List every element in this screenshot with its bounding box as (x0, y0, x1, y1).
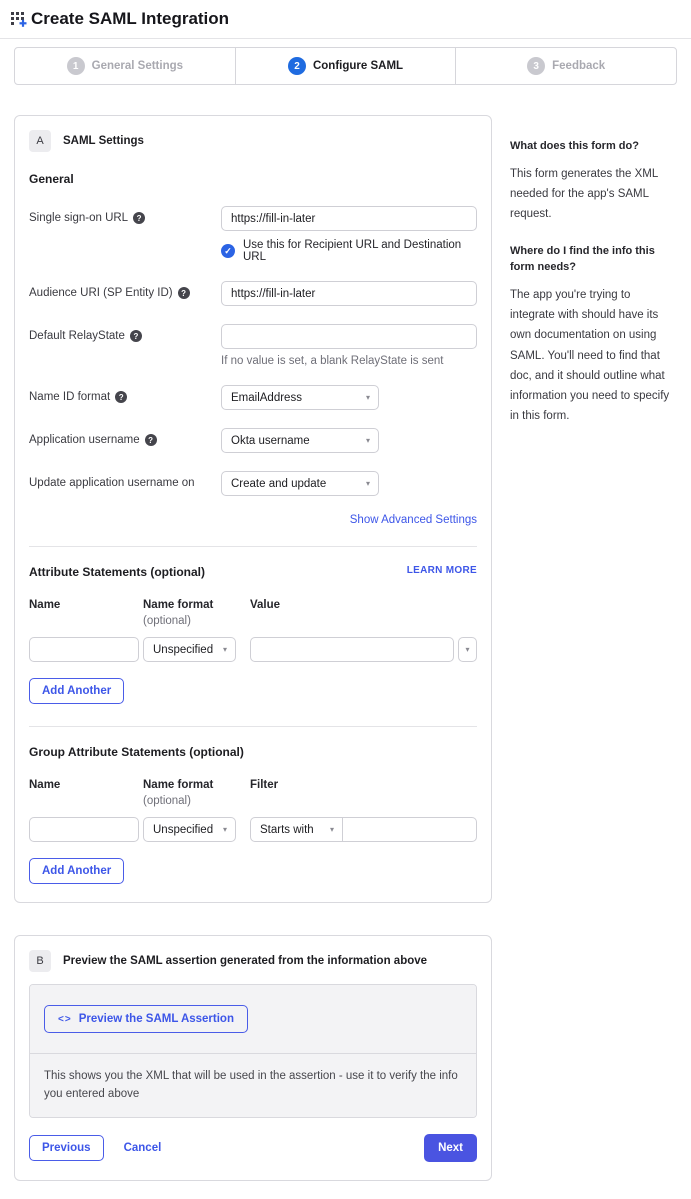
relay-state-help-icon[interactable]: ? (130, 330, 142, 342)
update-username-select[interactable]: Create and update ▾ (221, 471, 379, 496)
group-attribute-statement-row (29, 817, 477, 842)
show-advanced-settings-link[interactable]: Show Advanced Settings (349, 514, 477, 526)
relay-state-input[interactable] (221, 324, 477, 349)
app-username-select[interactable]: Okta username ▾ (221, 428, 379, 453)
chevron-down-icon: ▾ (365, 435, 370, 445)
section-a-badge: A (29, 130, 51, 152)
tab-configure-saml[interactable] (235, 48, 456, 84)
group-name-format-header: Name format (143, 779, 214, 791)
help-answer-1: This form generates the XML needed for the app's SAML request. (510, 167, 658, 221)
sso-url-row (29, 206, 477, 263)
relay-state-row (29, 324, 477, 367)
attr-value-dropdown-button[interactable] (458, 637, 477, 662)
chevron-down-icon: ▾ (365, 392, 370, 402)
wizard-steps (14, 47, 677, 85)
section-b-badge: B (29, 950, 51, 972)
divider (29, 726, 477, 727)
group-attribute-statements-title: Group Attribute Statements (optional) (29, 745, 244, 759)
audience-uri-help-icon[interactable]: ? (178, 287, 190, 299)
recipient-url-checkbox-label: Use this for Recipient URL and Destination URL (243, 239, 462, 263)
help-question-2: Where do I find the info this form needs? (510, 245, 655, 274)
step-3-circle: 3 (527, 57, 545, 75)
step-1-label: General Settings (91, 60, 184, 72)
group-name-format-select[interactable]: Unspecified ▾ (143, 817, 236, 842)
preview-title: Preview the SAML assertion generated from the information above (63, 955, 428, 967)
app-username-help-icon[interactable]: ? (145, 434, 157, 446)
chevron-down-icon: ▾ (329, 824, 334, 834)
chevron-down-icon: ▾ (222, 824, 227, 834)
relay-state-hint: If no value is set, a blank RelayState is sent (221, 355, 444, 367)
attr-name-format-header: Name format (143, 599, 214, 611)
update-username-row (29, 471, 477, 496)
name-id-format-select[interactable]: EmailAddress ▾ (221, 385, 379, 410)
attr-name-header: Name (29, 599, 61, 611)
update-username-label: Update application username on (29, 477, 195, 489)
saml-settings-card (14, 115, 492, 903)
help-sidebar (510, 115, 679, 446)
group-name-input[interactable] (29, 817, 139, 842)
group-name-format-optional: (optional) (143, 795, 191, 807)
step-2-circle: 2 (288, 57, 306, 75)
code-icon: <> (58, 1013, 72, 1025)
chevron-down-icon: ▾ (465, 644, 470, 654)
group-attribute-statements-headers (29, 779, 477, 807)
add-another-group-attribute-button[interactable]: Add Another (29, 858, 124, 884)
chevron-down-icon: ▾ (222, 644, 227, 654)
preview-saml-assertion-button[interactable]: <> Preview the SAML Assertion (44, 1005, 248, 1033)
attribute-statement-row (29, 637, 477, 662)
group-filter-header: Filter (250, 779, 279, 791)
step-3-label: Feedback (552, 60, 606, 72)
general-heading: General (29, 172, 74, 186)
audience-uri-row (29, 281, 477, 306)
previous-button[interactable]: Previous (29, 1135, 104, 1161)
help-answer-2: The app you're trying to integrate with should have its own documentation on using SAML. You'll need to find that doc, and it should outline what information you need to specify in this form. (510, 289, 670, 422)
attribute-statements-headers (29, 599, 477, 627)
name-id-format-help-icon[interactable]: ? (115, 391, 127, 403)
name-id-format-row (29, 385, 477, 410)
group-filter-select[interactable]: Starts with ▾ (250, 817, 343, 842)
tab-general-settings[interactable] (15, 48, 235, 84)
preview-card (14, 935, 492, 1181)
attribute-statements-title: Attribute Statements (optional) (29, 565, 205, 579)
add-another-attribute-button[interactable]: Add Another (29, 678, 124, 704)
sso-url-label: Single sign-on URL ? (29, 206, 221, 224)
group-name-header: Name (29, 779, 61, 791)
preview-panel (29, 984, 477, 1118)
group-filter-value-input[interactable] (342, 817, 477, 842)
chevron-down-icon: ▾ (365, 478, 370, 488)
attr-value-header: Value (250, 599, 281, 611)
help-question-1: What does this form do? (510, 140, 639, 152)
wizard-footer (29, 1134, 477, 1162)
app-grid-add-icon (10, 10, 27, 30)
cancel-link[interactable]: Cancel (123, 1141, 162, 1154)
saml-settings-title: SAML Settings (63, 135, 144, 147)
name-id-format-label: Name ID format ? (29, 385, 221, 403)
preview-description: This shows you the XML that will be used in the assertion - use it to verify the info you entered above (30, 1053, 476, 1117)
audience-uri-label: Audience URI (SP Entity ID) ? (29, 281, 221, 299)
relay-state-label: Default RelayState ? (29, 324, 221, 342)
attr-name-input[interactable] (29, 637, 139, 662)
audience-uri-input[interactable] (221, 281, 477, 306)
step-2-label: Configure SAML (312, 60, 404, 72)
learn-more-link[interactable]: LEARN MORE (406, 565, 477, 576)
recipient-url-checkbox[interactable]: ✓ (221, 244, 235, 258)
app-username-row (29, 428, 477, 453)
attr-name-format-optional: (optional) (143, 615, 191, 627)
sso-url-input[interactable] (221, 206, 477, 231)
step-1-circle: 1 (67, 57, 85, 75)
tab-feedback[interactable] (455, 48, 676, 84)
app-username-label: Application username ? (29, 428, 221, 446)
page-title: Create SAML Integration (31, 9, 230, 28)
divider (29, 546, 477, 547)
attr-value-input[interactable] (250, 637, 454, 662)
sso-url-help-icon[interactable]: ? (133, 212, 145, 224)
next-button[interactable]: Next (424, 1134, 477, 1162)
attr-name-format-select[interactable]: Unspecified ▾ (143, 637, 236, 662)
page-header (0, 0, 691, 39)
